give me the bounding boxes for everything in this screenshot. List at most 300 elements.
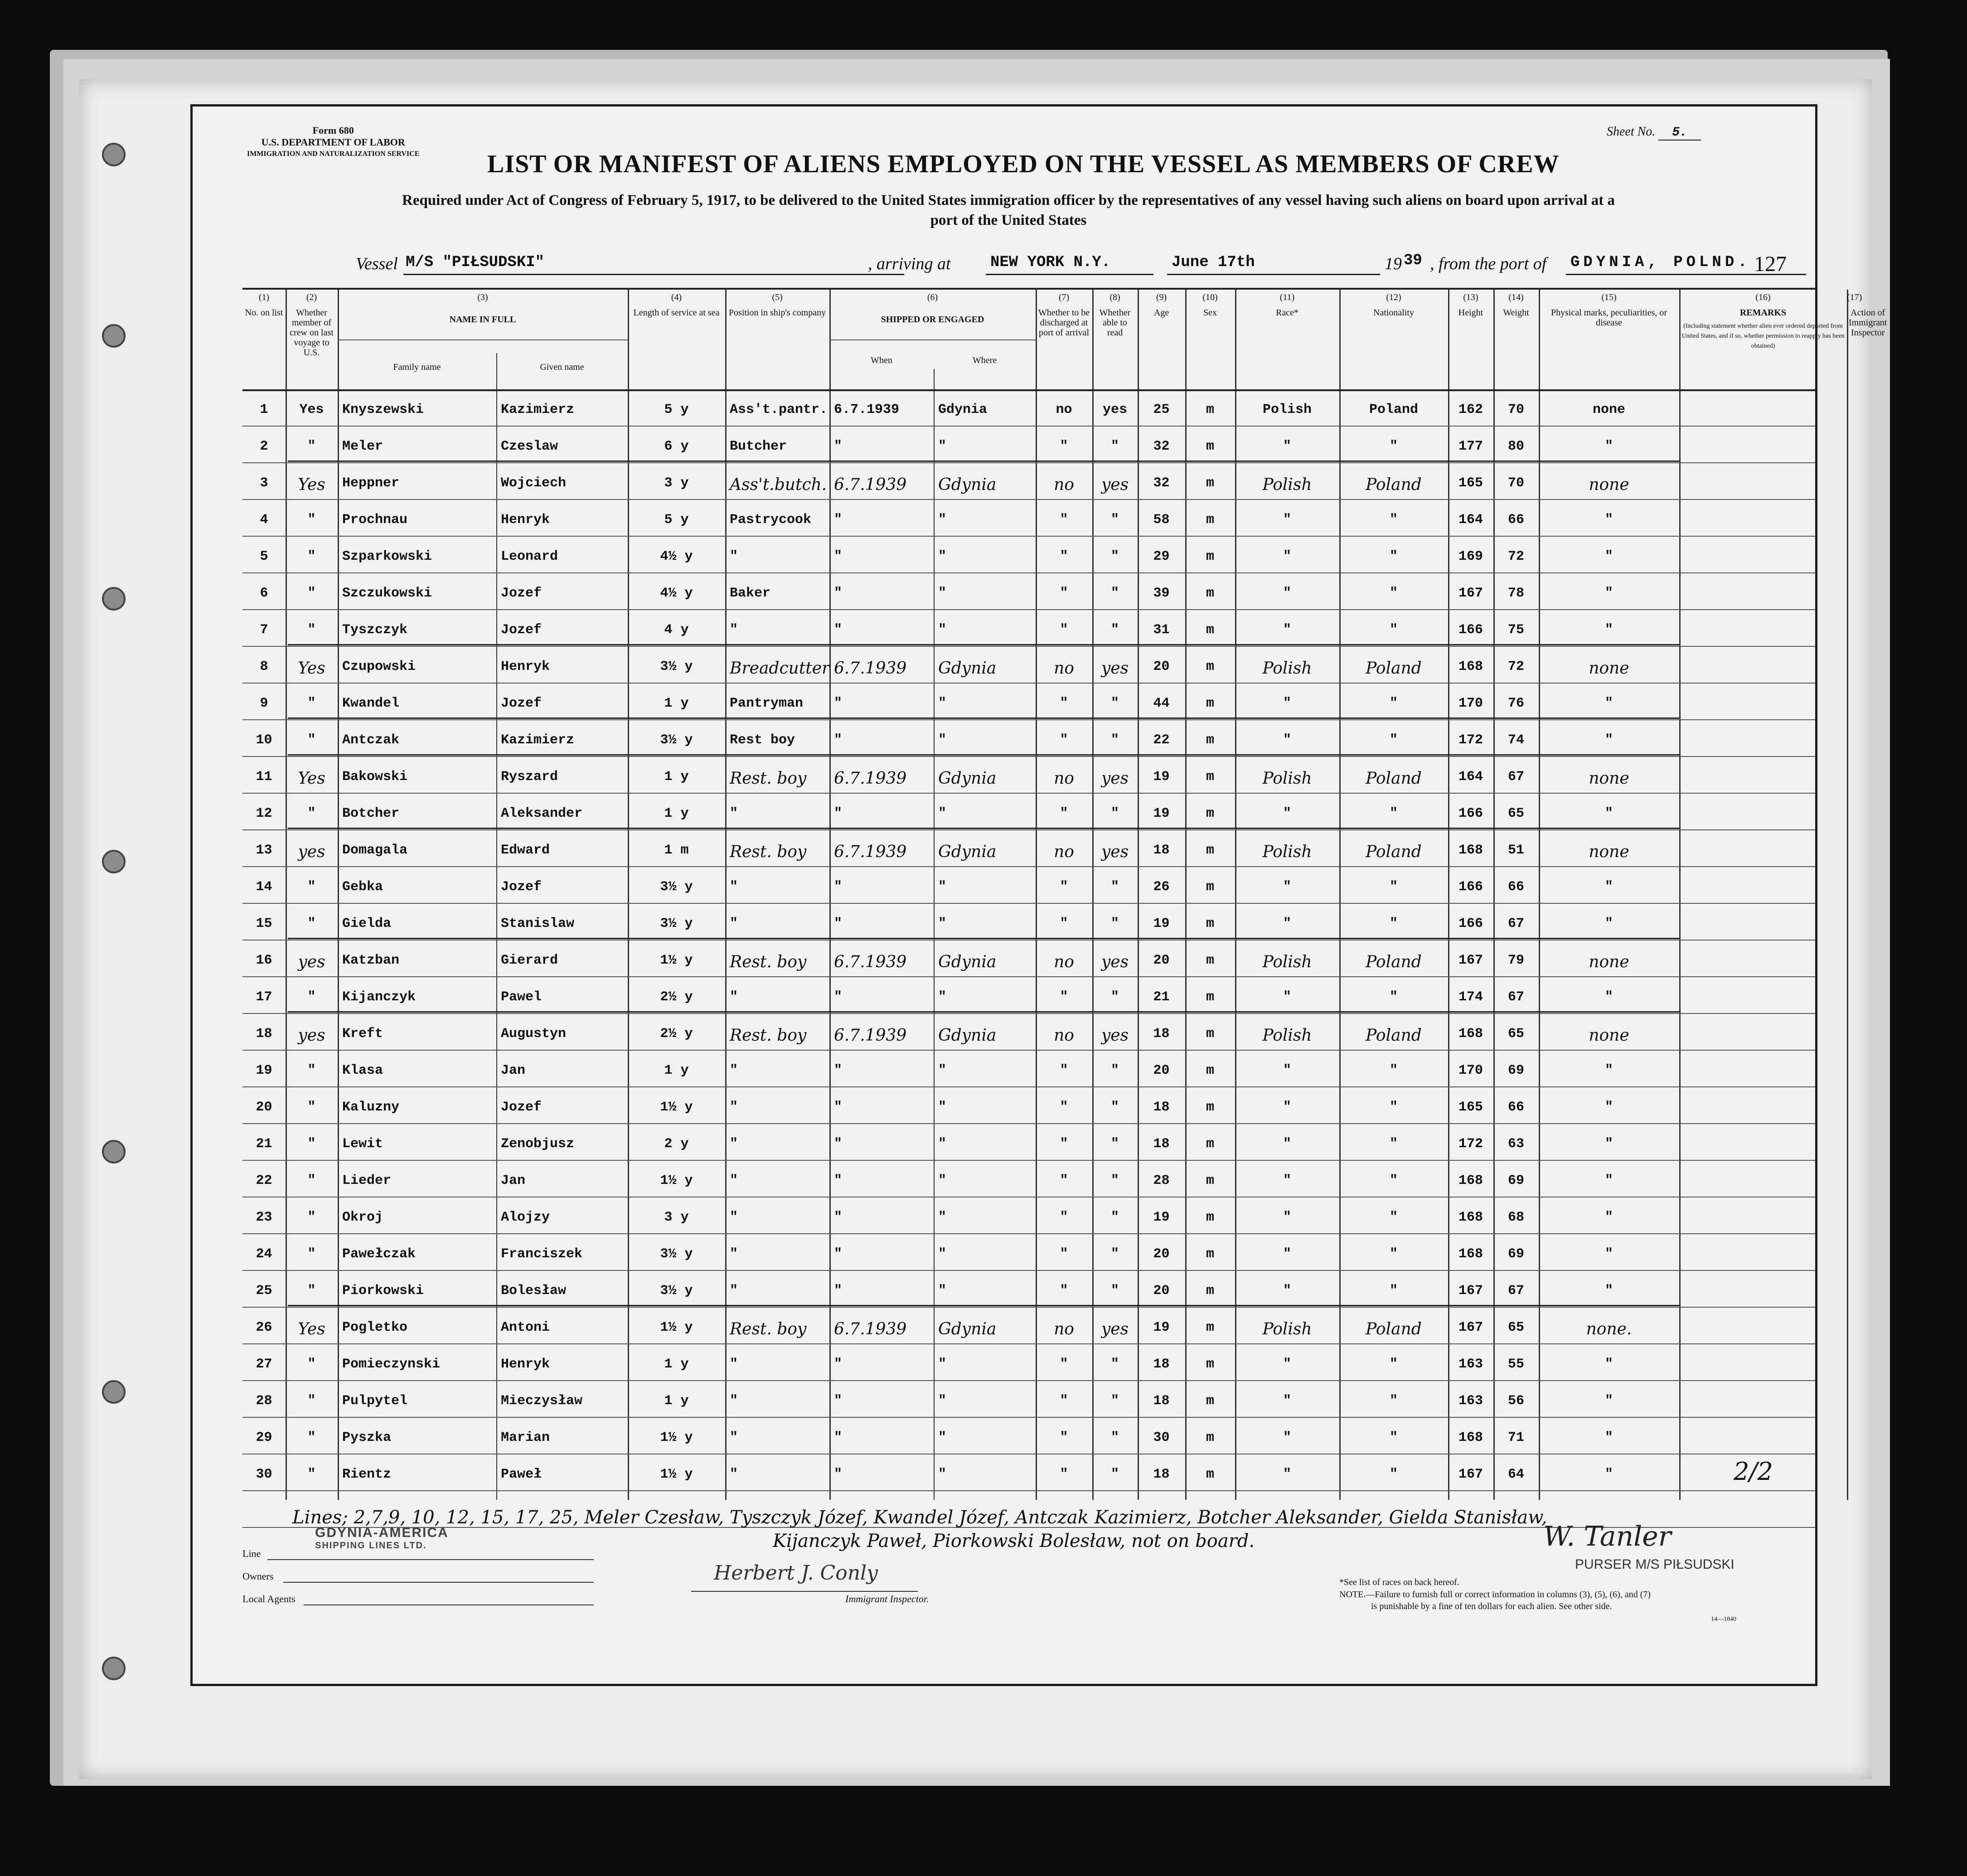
cell-family: Prochnau — [342, 512, 408, 528]
page-title: LIST OR MANIFEST OF ALIENS EMPLOYED ON THE VESSEL AS MEMBERS OF CREW — [487, 150, 1560, 178]
cell-family: Pulpytel — [342, 1393, 408, 1409]
cell-weight: 78 — [1507, 586, 1524, 601]
sheet-number — [1607, 125, 1701, 140]
cell-read: yes — [1102, 402, 1127, 417]
cell-sex: m — [1206, 806, 1214, 821]
cell-position: " — [730, 1136, 738, 1152]
cell-family: Gebka — [342, 879, 383, 895]
cell-prev: " — [307, 1063, 316, 1078]
arrival-year: 39 — [1404, 252, 1422, 269]
manifest-sheet — [79, 79, 1887, 1779]
cell-marks: none. — [1586, 1320, 1632, 1338]
table-row — [242, 549, 1815, 572]
cell-race: " — [1283, 1283, 1291, 1299]
arriving-port: NEW YORK N.Y. — [990, 254, 1111, 271]
cell-read: yes — [1101, 1026, 1129, 1045]
cell-no: 6 — [260, 586, 268, 601]
not-on-board-note — [292, 1507, 1547, 1551]
column-heading: Nationality — [1373, 308, 1414, 318]
table-row — [242, 1393, 1815, 1416]
cell-family: Kwandel — [342, 696, 400, 711]
cell-prev: " — [307, 1357, 316, 1372]
cell-age: 19 — [1153, 1320, 1170, 1335]
cell-nationality: Poland — [1366, 769, 1422, 788]
cell-no: 20 — [256, 1100, 272, 1115]
strikethrough-line — [288, 461, 1679, 462]
cell-marks: " — [1604, 879, 1613, 895]
cell-race: " — [1283, 1210, 1291, 1225]
row-divider — [242, 866, 1815, 867]
cell-age: 18 — [1153, 1467, 1170, 1482]
cell-weight: 74 — [1507, 732, 1524, 748]
cell-when: 6.7.1939 — [834, 475, 907, 494]
row-divider — [242, 683, 1815, 684]
cell-read: " — [1110, 512, 1119, 528]
cell-nationality: Poland — [1366, 1320, 1422, 1338]
cell-discharged: " — [1060, 1393, 1068, 1409]
cell-weight: 70 — [1507, 402, 1524, 417]
cell-given: Henryk — [501, 512, 550, 528]
cell-race: " — [1283, 1357, 1291, 1372]
cell-position: Rest. boy — [730, 769, 807, 788]
cell-prev: Yes — [298, 1320, 325, 1338]
cell-race: " — [1283, 1136, 1291, 1152]
shipping-line-stamp — [315, 1525, 449, 1551]
cell-height: 166 — [1458, 806, 1483, 821]
cell-when: " — [834, 549, 843, 564]
cell-service: 4½ y — [660, 586, 693, 601]
cell-nationality: " — [1389, 696, 1398, 711]
column-heading: SHIPPED OR ENGAGED — [881, 315, 984, 325]
cell-read: yes — [1101, 843, 1129, 861]
cell-height: 165 — [1458, 1100, 1483, 1115]
cell-position: Rest. boy — [730, 953, 807, 971]
cell-read: yes — [1101, 475, 1129, 494]
cell-age: 20 — [1153, 953, 1170, 968]
cell-nationality: " — [1389, 989, 1398, 1005]
cell-service: 4 y — [664, 622, 689, 638]
cell-nationality: " — [1389, 732, 1398, 748]
cell-prev: " — [307, 1393, 316, 1409]
cell-marks: " — [1604, 1393, 1613, 1409]
cell-height: 167 — [1458, 1283, 1483, 1299]
cell-read: yes — [1101, 769, 1129, 788]
column-heading: Weight — [1503, 308, 1529, 318]
cell-position: " — [730, 1430, 738, 1445]
line-label: Line — [242, 1548, 261, 1559]
cell-weight: 69 — [1507, 1246, 1524, 1262]
penalty-note-2: is punishable by a fine of ten dollars for each alien. See other side. — [1371, 1601, 1612, 1611]
table-row — [242, 1246, 1815, 1269]
cell-when: " — [834, 1100, 843, 1115]
penalty-note-1: NOTE.—Failure to furnish full or correct information in columns (3), (5), (6), and (7) — [1339, 1590, 1651, 1600]
cell-given: Paweł — [501, 1467, 542, 1482]
cell-sex: m — [1206, 989, 1214, 1005]
cell-weight: 65 — [1507, 1026, 1524, 1042]
cell-sex: m — [1206, 769, 1214, 785]
cell-where: " — [938, 1283, 947, 1299]
cell-position: " — [730, 989, 738, 1005]
cell-given: Wojciech — [501, 475, 567, 491]
cell-weight: 56 — [1507, 1393, 1524, 1409]
cell-where: " — [938, 1357, 947, 1372]
cell-service: 3½ y — [660, 659, 693, 674]
cell-no: 30 — [256, 1467, 272, 1482]
cell-where: Gdynia — [938, 953, 997, 971]
cell-service: 2½ y — [660, 989, 693, 1005]
cell-service: 3½ y — [660, 732, 693, 748]
row-divider — [242, 646, 1815, 647]
cell-position: Butcher — [730, 439, 787, 454]
cell-prev: " — [307, 549, 316, 564]
cell-position: " — [730, 1283, 738, 1299]
cell-discharged: " — [1060, 806, 1068, 821]
subtitle-line-1: Required under Act of Congress of February 5, 1917, to be delivered to the United States immigration officer by the representatives of any vessel having such aliens on board upon arrival at a — [402, 192, 1615, 208]
cell-family: Bakowski — [342, 769, 408, 785]
cell-service: 3½ y — [660, 1246, 693, 1262]
cell-race: " — [1283, 879, 1291, 895]
cell-read: " — [1110, 439, 1119, 454]
cell-race: " — [1283, 622, 1291, 638]
cell-service: 3 y — [664, 475, 689, 491]
cell-prev: " — [307, 1467, 316, 1482]
cell-sex: m — [1206, 586, 1214, 601]
cell-family: Domagala — [342, 843, 408, 858]
cell-position: " — [730, 1246, 738, 1262]
row-divider — [242, 1013, 1815, 1014]
cell-weight: 70 — [1507, 475, 1524, 491]
table-row — [242, 1210, 1815, 1232]
cell-family: Lewit — [342, 1136, 383, 1152]
cell-marks: " — [1604, 1100, 1613, 1115]
strikethrough-line — [288, 828, 1679, 829]
cell-when: 6.7.1939 — [834, 843, 907, 861]
row-divider — [242, 609, 1815, 610]
cell-age: 25 — [1153, 402, 1170, 417]
cell-nationality: " — [1389, 879, 1398, 895]
cell-given: Jan — [501, 1173, 526, 1188]
row-divider — [242, 1050, 1815, 1051]
cell-prev: yes — [298, 843, 325, 861]
cell-position: " — [730, 1173, 738, 1188]
column-number: (4) — [671, 292, 682, 302]
cell-family: Kijanczyk — [342, 989, 416, 1005]
cell-weight: 72 — [1507, 549, 1524, 564]
cell-given: Aleksander — [501, 806, 583, 821]
cell-read: yes — [1101, 1320, 1129, 1338]
cell-sex: m — [1206, 1393, 1214, 1409]
cell-weight: 65 — [1507, 1320, 1524, 1335]
cell-sex: m — [1206, 953, 1214, 968]
cell-read: " — [1110, 916, 1119, 931]
cell-discharged: " — [1060, 1357, 1068, 1372]
cell-nationality: Poland — [1366, 953, 1422, 971]
cell-discharged: " — [1060, 989, 1068, 1005]
row-divider — [242, 756, 1815, 757]
crew-table — [242, 288, 1887, 1500]
cell-when: 6.7.1939 — [834, 769, 907, 788]
cell-marks: none — [1589, 843, 1629, 861]
subtitle-line-2: port of the United States — [930, 212, 1087, 228]
cell-given: Alojzy — [501, 1210, 550, 1225]
cell-no: 28 — [256, 1393, 272, 1409]
cell-sex: m — [1206, 916, 1214, 931]
table-row — [242, 512, 1815, 535]
cell-given: Jozef — [501, 586, 542, 601]
cell-prev: " — [307, 989, 316, 1005]
cell-position: Pantryman — [730, 696, 804, 711]
cell-family: Okroj — [342, 1210, 383, 1225]
cell-height: 167 — [1458, 953, 1483, 968]
arriving-underline — [986, 274, 1153, 275]
cell-height: 168 — [1458, 1430, 1483, 1445]
cell-height: 168 — [1458, 659, 1483, 674]
cell-no: 27 — [256, 1357, 272, 1372]
cell-race: " — [1283, 1063, 1291, 1078]
cell-family: Heppner — [342, 475, 400, 491]
cell-discharged: no — [1054, 953, 1074, 971]
cell-family: Rientz — [342, 1467, 392, 1482]
row-divider — [242, 719, 1815, 720]
row-divider — [242, 1160, 1815, 1161]
subheading-where: Where — [972, 355, 997, 365]
column-heading: No. on list — [245, 308, 283, 318]
cell-when: " — [834, 1283, 843, 1299]
cell-age: 20 — [1153, 1283, 1170, 1299]
column-number: (5) — [772, 292, 783, 302]
cell-discharged: " — [1060, 879, 1068, 895]
cell-family: Piorkowski — [342, 1283, 424, 1299]
cell-position: Breadcutter — [730, 659, 830, 678]
column-heading: Sex — [1203, 308, 1217, 318]
cell-weight: 69 — [1507, 1063, 1524, 1078]
cell-position: Rest. boy — [730, 843, 807, 861]
cell-family: Katzban — [342, 953, 400, 968]
cell-where: " — [938, 1210, 947, 1225]
cell-race: " — [1283, 732, 1291, 748]
cell-where: " — [938, 1100, 947, 1115]
cell-service: 3 y — [664, 1210, 689, 1225]
cell-nationality: Poland — [1366, 659, 1422, 678]
inspector-signature: Herbert J. Conly — [714, 1561, 878, 1585]
form-number: Form 680 — [312, 125, 354, 136]
cell-race: " — [1283, 1430, 1291, 1445]
cell-race: Polish — [1262, 659, 1312, 678]
cell-no: 26 — [256, 1320, 272, 1335]
cell-weight: 51 — [1507, 843, 1524, 858]
cell-height: 177 — [1458, 439, 1483, 454]
cell-sex: m — [1206, 659, 1214, 674]
row-divider — [242, 1233, 1815, 1234]
cell-age: 39 — [1153, 586, 1170, 601]
cell-service: 5 y — [664, 512, 689, 528]
cell-when: " — [834, 1136, 843, 1152]
cell-position: " — [730, 1100, 738, 1115]
punch-hole — [102, 1657, 126, 1680]
cell-when: " — [834, 1246, 843, 1262]
note-line-1: Lines; 2,7,9, 10, 12, 15, 17, 25, Meler Czesław, Tyszczyk Józef, Kwandel Józef, Antczak Kazimierz, Botcher Aleksander, Gielda Stanisław, — [292, 1507, 1547, 1528]
row-divider — [242, 793, 1815, 794]
cell-family: Pyszka — [342, 1430, 392, 1445]
cell-marks: " — [1604, 1246, 1613, 1262]
punch-hole — [102, 324, 126, 348]
cell-nationality: Poland — [1369, 402, 1419, 417]
cell-prev: " — [307, 879, 316, 895]
cell-age: 28 — [1153, 1173, 1170, 1188]
cell-when: " — [834, 1210, 843, 1225]
cell-family: Meler — [342, 439, 383, 454]
strikethrough-line — [288, 644, 1679, 645]
cell-height: 172 — [1458, 732, 1483, 748]
cell-service: 3½ y — [660, 1283, 693, 1299]
cell-family: Gielda — [342, 916, 392, 931]
cell-no: 7 — [260, 622, 268, 638]
row-divider — [242, 426, 1815, 427]
cell-service: 1 y — [664, 696, 689, 711]
cell-where: Gdynia — [938, 843, 997, 861]
stamp-line-1: GDYNIA-AMERICA — [315, 1525, 449, 1540]
cell-given: Zenobjusz — [501, 1136, 575, 1152]
row-divider — [242, 903, 1815, 904]
cell-no: 29 — [256, 1430, 272, 1445]
purser-stamp: PURSER M/S PIŁSUDSKI — [1575, 1557, 1734, 1572]
cell-age: 29 — [1153, 549, 1170, 564]
table-row — [242, 1283, 1815, 1306]
column-heading: Physical marks, peculiarities, or disease — [1550, 308, 1667, 328]
cell-service: 1½ y — [660, 953, 693, 968]
table-row — [242, 586, 1815, 608]
table-row — [242, 475, 1815, 498]
cell-when: " — [834, 696, 843, 711]
cell-given: Marian — [501, 1430, 550, 1445]
cell-read: " — [1110, 1393, 1119, 1409]
cell-age: 30 — [1153, 1430, 1170, 1445]
cell-height: 168 — [1458, 843, 1483, 858]
table-row — [242, 439, 1815, 461]
cell-marks: " — [1604, 1357, 1613, 1372]
cell-when: 6.7.1939 — [834, 953, 907, 971]
column-heading: Whether member of crew on last voyage to U.S. — [290, 308, 334, 358]
row-divider — [242, 1123, 1815, 1124]
cell-marks: none — [1589, 1026, 1629, 1045]
cell-sex: m — [1206, 1430, 1214, 1445]
table-row — [242, 1173, 1815, 1196]
cell-race: " — [1283, 1393, 1291, 1409]
cell-position: " — [730, 806, 738, 821]
column-number: (3) — [477, 292, 488, 302]
punch-hole — [102, 1140, 126, 1163]
cell-sex: m — [1206, 732, 1214, 748]
subheading-family: Family name — [393, 362, 441, 372]
column-number: (9) — [1156, 292, 1167, 302]
cell-weight: 67 — [1507, 916, 1524, 931]
table-row — [242, 659, 1815, 682]
cell-race: " — [1283, 586, 1291, 601]
cell-position: " — [730, 1357, 738, 1372]
cell-age: 58 — [1153, 512, 1170, 528]
cell-age: 20 — [1153, 1063, 1170, 1078]
row-divider — [242, 572, 1815, 573]
cell-prev: " — [307, 806, 316, 821]
cell-read: " — [1110, 1246, 1119, 1262]
cell-discharged: " — [1060, 1246, 1068, 1262]
cell-sex: m — [1206, 475, 1214, 491]
cell-age: 26 — [1153, 879, 1170, 895]
cell-height: 168 — [1458, 1210, 1483, 1225]
cell-service: 2 y — [664, 1136, 689, 1152]
inspector-underline — [691, 1591, 918, 1592]
cell-service: 1½ y — [660, 1173, 693, 1188]
cell-service: 1 y — [664, 769, 689, 785]
cell-discharged: " — [1060, 549, 1068, 564]
cell-no: 10 — [256, 732, 272, 748]
cell-read: " — [1110, 1210, 1119, 1225]
cell-when: " — [834, 439, 843, 454]
table-row — [242, 1320, 1815, 1343]
table-row — [242, 622, 1815, 645]
sheet-label: Sheet No. — [1607, 125, 1656, 139]
cell-age: 20 — [1153, 659, 1170, 674]
cell-position: " — [730, 879, 738, 895]
table-row — [242, 879, 1815, 902]
cell-race: Polish — [1262, 953, 1312, 971]
cell-read: " — [1110, 1063, 1119, 1078]
cell-when: " — [834, 1063, 843, 1078]
cell-where: " — [938, 806, 947, 821]
cell-sex: m — [1206, 1320, 1214, 1335]
row-divider — [242, 462, 1815, 463]
cell-where: " — [938, 1063, 947, 1078]
cell-no: 24 — [256, 1246, 272, 1262]
cell-discharged: " — [1060, 586, 1068, 601]
cell-where: " — [938, 1246, 947, 1262]
cell-position: Ass't.butch. — [730, 475, 827, 494]
cell-where: " — [938, 512, 947, 528]
row-divider — [242, 976, 1815, 977]
cell-discharged: no — [1056, 402, 1072, 417]
cell-weight: 75 — [1507, 622, 1524, 638]
cell-weight: 67 — [1507, 769, 1524, 785]
print-code: 14—1840 — [1711, 1616, 1736, 1623]
row-divider — [242, 1380, 1815, 1381]
table-row — [242, 696, 1815, 718]
cell-where: " — [938, 1467, 947, 1482]
cell-weight: 66 — [1507, 1100, 1524, 1115]
cell-height: 174 — [1458, 989, 1483, 1005]
cell-sex: m — [1206, 1246, 1214, 1262]
column-number: (2) — [306, 292, 317, 302]
cell-race: " — [1283, 1246, 1291, 1262]
cell-discharged: no — [1054, 1320, 1074, 1338]
cell-height: 165 — [1458, 475, 1483, 491]
cell-family: Kreft — [342, 1026, 383, 1042]
cell-weight: 66 — [1507, 879, 1524, 895]
table-row — [242, 953, 1815, 975]
cell-given: Bolesław — [501, 1283, 567, 1299]
cell-given: Henryk — [501, 1357, 550, 1372]
cell-read: " — [1110, 879, 1119, 895]
cell-where: " — [938, 696, 947, 711]
cell-given: Kazimierz — [501, 732, 575, 748]
year-prefix: 19 — [1385, 254, 1402, 273]
cell-marks: none — [1592, 402, 1625, 417]
cell-when: " — [834, 1467, 843, 1482]
vessel-name: M/S "PIŁSUDSKI" — [406, 254, 545, 271]
cell-sex: m — [1206, 1467, 1214, 1482]
cell-read: " — [1110, 549, 1119, 564]
cell-read: " — [1110, 1357, 1119, 1372]
cell-height: 164 — [1458, 512, 1483, 528]
